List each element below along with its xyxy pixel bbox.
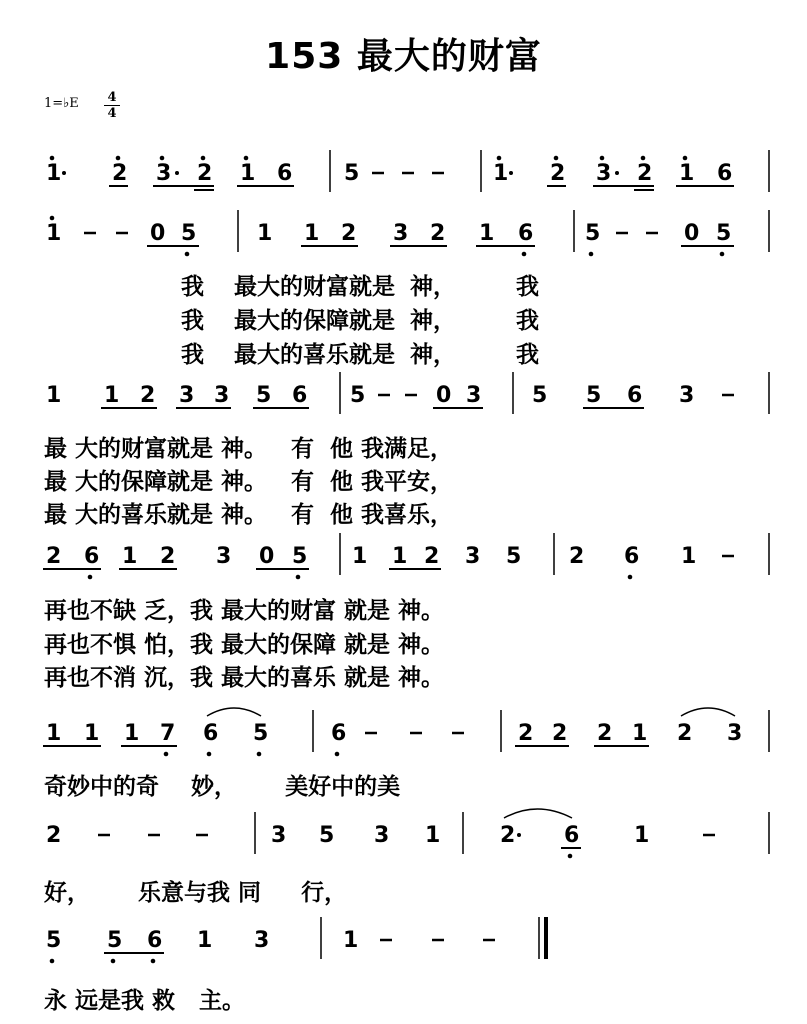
time-numerator: 4 (104, 90, 120, 106)
svg-text:5: 5 (46, 928, 62, 953)
svg-text:3: 3 (374, 823, 390, 848)
svg-text:2: 2 (140, 383, 156, 408)
svg-text:2: 2 (341, 221, 357, 246)
svg-text:1: 1 (479, 221, 495, 246)
svg-text:3: 3 (596, 161, 612, 186)
svg-text:5: 5 (253, 721, 269, 746)
svg-text:3: 3 (179, 383, 195, 408)
svg-text:6: 6 (84, 544, 100, 569)
svg-text:5: 5 (107, 928, 123, 953)
svg-text:7: 7 (160, 721, 176, 746)
svg-text:6: 6 (624, 544, 640, 569)
svg-text:6: 6 (292, 383, 308, 408)
svg-text:2: 2 (550, 161, 566, 186)
svg-text:3: 3 (254, 928, 270, 953)
lyric-line-11: 好， 乐意与我 同 行， (44, 880, 348, 906)
svg-text:3: 3 (466, 383, 482, 408)
svg-text:6: 6 (564, 823, 580, 848)
svg-text:2: 2 (569, 544, 585, 569)
svg-text:2: 2 (46, 823, 62, 848)
svg-text:1: 1 (634, 823, 650, 848)
svg-text:1: 1 (84, 721, 100, 746)
svg-text:5: 5 (716, 221, 732, 246)
svg-text:1: 1 (304, 221, 320, 246)
svg-text:1: 1 (46, 161, 62, 186)
lyric-line-5: 最 大的保障就是 神。 有 他 我平安， (44, 469, 454, 495)
svg-text:2: 2 (552, 721, 568, 746)
score-line-2 (46, 210, 769, 256)
svg-text:3: 3 (727, 721, 743, 746)
svg-text:5: 5 (181, 221, 197, 246)
svg-text:2: 2 (637, 161, 653, 186)
svg-text:0: 0 (150, 221, 166, 246)
svg-text:1: 1 (124, 721, 140, 746)
svg-text:1: 1 (493, 161, 509, 186)
svg-text:2: 2 (597, 721, 613, 746)
lyric-line-9: 再也不消 沉，我 最大的喜乐 就是 神。 (44, 665, 445, 691)
svg-text:2: 2 (197, 161, 213, 186)
svg-text:1: 1 (352, 544, 368, 569)
score-line-4 (43, 533, 769, 579)
time-denominator: 4 (107, 106, 117, 121)
lyric-line-10: 奇妙中的奇 妙， 美好中的美 (44, 774, 401, 800)
svg-text:6: 6 (627, 383, 643, 408)
svg-text:6: 6 (277, 161, 293, 186)
svg-text:1: 1 (392, 544, 408, 569)
svg-text:1: 1 (257, 221, 273, 246)
svg-text:3: 3 (465, 544, 481, 569)
svg-text:2: 2 (424, 544, 440, 569)
svg-text:1: 1 (46, 721, 62, 746)
lyric-line-4: 最 大的财富就是 神。 有 他 我满足， (44, 436, 454, 462)
score-line-5 (43, 708, 769, 756)
svg-text:2: 2 (160, 544, 176, 569)
lyric-line-6: 最 大的喜乐就是 神。 有 他 我喜乐， (44, 502, 454, 528)
svg-text:6: 6 (203, 721, 219, 746)
svg-text:1: 1 (240, 161, 256, 186)
svg-text:5: 5 (585, 221, 601, 246)
score-line-3 (46, 372, 769, 414)
svg-text:5: 5 (344, 161, 360, 186)
svg-text:5: 5 (292, 544, 308, 569)
svg-text:1: 1 (632, 721, 648, 746)
lyric-line-3: 我 最大的喜乐就是 神， 我 (181, 342, 540, 368)
svg-text:1: 1 (343, 928, 359, 953)
svg-text:0: 0 (684, 221, 700, 246)
svg-text:1: 1 (46, 383, 62, 408)
svg-text:1: 1 (122, 544, 138, 569)
lyric-line-12: 永 远是我 救 主。 (44, 988, 246, 1014)
svg-text:3: 3 (393, 221, 409, 246)
song-title: 153 最大的财富 (265, 36, 542, 77)
svg-text:2: 2 (430, 221, 446, 246)
lyric-line-7: 再也不缺 乏，我 最大的财富 就是 神。 (44, 598, 445, 624)
svg-text:1: 1 (104, 383, 120, 408)
svg-text:5: 5 (350, 383, 366, 408)
lyric-line-2: 我 最大的保障就是 神， 我 (181, 308, 540, 334)
svg-text:5: 5 (586, 383, 602, 408)
svg-text:1: 1 (46, 221, 62, 246)
svg-text:3: 3 (156, 161, 172, 186)
svg-text:1: 1 (425, 823, 441, 848)
score-line-6 (46, 809, 769, 858)
svg-text:1: 1 (681, 544, 697, 569)
lyric-line-1: 我 最大的财富就是 神， 我 (181, 274, 540, 300)
svg-text:2: 2 (46, 544, 62, 569)
svg-text:5: 5 (506, 544, 522, 569)
svg-text:0: 0 (436, 383, 452, 408)
svg-text:5: 5 (256, 383, 272, 408)
score-line-1 (46, 150, 769, 192)
svg-text:5: 5 (319, 823, 335, 848)
svg-text:3: 3 (679, 383, 695, 408)
svg-text:1: 1 (679, 161, 695, 186)
svg-text:5: 5 (532, 383, 548, 408)
svg-text:3: 3 (271, 823, 287, 848)
svg-text:0: 0 (259, 544, 275, 569)
svg-text:6: 6 (331, 721, 347, 746)
svg-text:6: 6 (717, 161, 733, 186)
svg-text:1: 1 (197, 928, 213, 953)
svg-text:3: 3 (216, 544, 232, 569)
svg-text:2: 2 (500, 823, 516, 848)
svg-text:6: 6 (518, 221, 534, 246)
score-line-7 (46, 917, 546, 963)
key-label: 1=♭E (44, 96, 79, 111)
svg-text:2: 2 (112, 161, 128, 186)
svg-text:2: 2 (677, 721, 693, 746)
svg-text:6: 6 (147, 928, 163, 953)
svg-text:3: 3 (214, 383, 230, 408)
svg-text:2: 2 (518, 721, 534, 746)
lyric-line-8: 再也不惧 怕，我 最大的保障 就是 神。 (44, 632, 445, 658)
